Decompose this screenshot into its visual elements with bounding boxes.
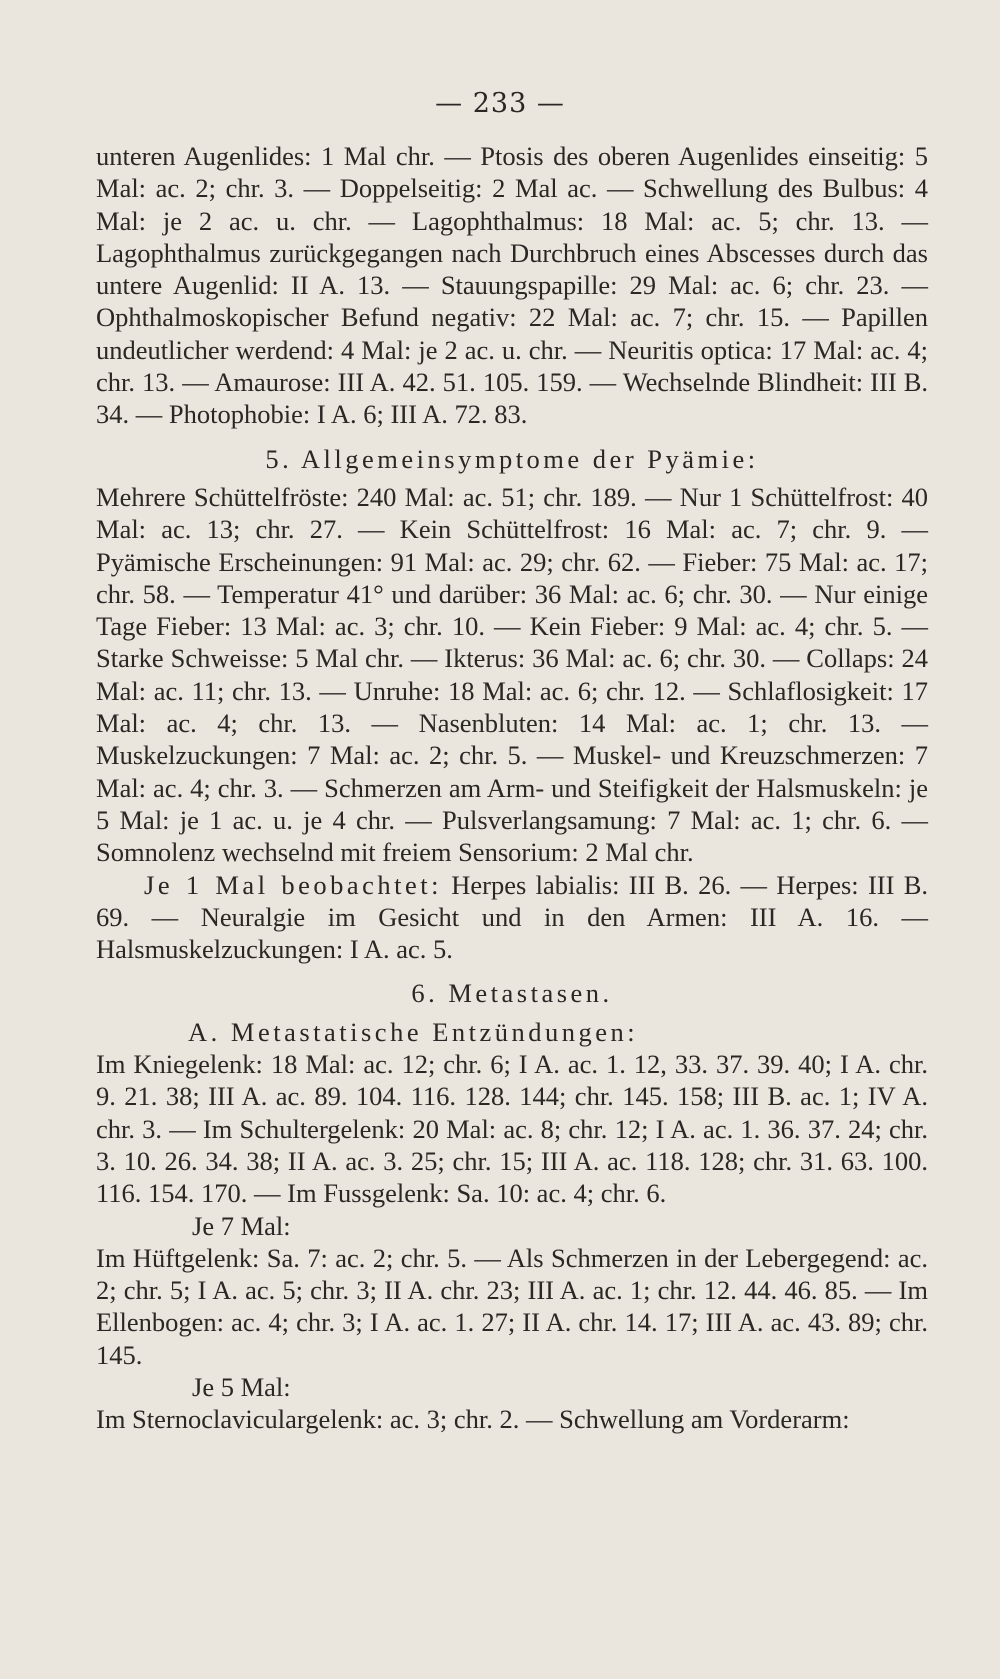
page-body — [96, 140, 928, 1436]
single-observations-lead: Je 1 Mal beobachtet: — [144, 869, 442, 900]
single-observations-text: Herpes labialis: III B. 26. — Herpes: III B. 69. — Neuralgie im Gesicht und in den Armen: III A. 16. — Halsmuskelzuckungen: I A. ac. 5. — [96, 869, 928, 965]
paragraph-sternoclavicular: Im Sternoclaviculargelenk: ac. 3; chr. 2. — Schwellung am Vorderarm: — [96, 1404, 850, 1435]
subheading-metastatic-inflammations: A. Metastatische Entzündungen: — [188, 1016, 639, 1047]
page-number: — 233 — — [435, 88, 565, 119]
subheading-je-7-mal: Je 7 Mal: — [192, 1210, 291, 1241]
paragraph-joint-inflammations: Im Kniegelenk: 18 Mal: ac. 12; chr. 6; I A. ac. 1. 12, 33. 37. 39. 40; I A. chr. 9. 21. 38; III A. ac. 89. 104. 116. 128. 144; chr. 145. 158; III B. ac. 1; IV A. chr. 3. — Im Schultergelenk: 20 Mal: ac. 8; chr. 12; I A. ac. 1. 36. 37. 24; chr. 3. 10. 26. 34. 38; II A. ac. 3. 25; chr. 15; III A. ac. 118. 128; chr. 31. 63. 100. 116. 154. 170. — Im Fussgelenk: Sa. 10: ac. 4; chr. 6. — [96, 1049, 928, 1209]
paragraph-single-observations — [96, 869, 928, 966]
paragraph-general-symptoms: Mehrere Schüttelfröste: 240 Mal: ac. 51; chr. 189. — Nur 1 Schüttelfrost: 40 Mal: ac. 13; chr. 27. — Kein Schüttelfrost: 16 Mal: ac. 7; chr. 9. — Pyämische Erscheinungen: 91 Mal: ac. 29; chr. 62. — Fieber: 75 Mal: ac. 17; chr. 58. — Temperatur 41° und darüber: 36 Mal: ac. 6; chr. 30. — Nur einige Tage Fieber: 13 Mal: ac. 3; chr. 10. — Kein Fieber: 9 Mal: ac. 4; chr. 5. — Starke Schweisse: 5 Mal chr. — Ikterus: 36 Mal: ac. 6; chr. 30. — Collaps: 24 Mal: ac. 11; chr. 13. — Unruhe: 18 Mal: ac. 6; chr. 12. — Schlaflosigkeit: 17 Mal: ac. 4; chr. 13. — Nasenbluten: 14 Mal: ac. 1; chr. 13. — Muskelzuckungen: 7 Mal: ac. 2; chr. 5. — Muskel- und Kreuzschmerzen: 7 Mal: ac. 4; chr. 3. — Schmerzen am Arm- und Steifigkeit der Halsmuskeln: je 5 Mal: je 1 ac. u. je 4 chr. — Pulsverlangsamung: 7 Mal: ac. 1; chr. 6. — Somnolenz wechselnd mit freiem Sensorium: 2 Mal chr. — [96, 481, 928, 868]
subheading-je-5-mal: Je 5 Mal: — [192, 1371, 291, 1402]
section-heading-general-symptoms: 5. Allgemeinsymptome der Pyämie: — [265, 443, 759, 474]
paragraph-eye-symptoms: unteren Augenlides: 1 Mal chr. — Ptosis des oberen Augenlides einseitig: 5 Mal: ac. 2; chr. 3. — Doppelseitig: 2 Mal ac. — Schwellung des Bulbus: 4 Mal: je 2 ac. u. chr. — Lagophthalmus: 18 Mal: ac. 5; chr. 13. — Lagophthalmus zurückgegangen nach Durchbruch eines Abscesses durch das untere Augenlid: II A. 13. — Stauungspapille: 29 Mal: ac. 6; chr. 23. — Ophthalmoskopischer Befund negativ: 22 Mal: ac. 7; chr. 15. — Papillen undeutlicher werdend: 4 Mal: je 2 ac. u. chr. — Neuritis optica: 17 Mal: ac. 4; chr. 13. — Amaurose: III A. 42. 51. 105. 159. — Wechselnde Blindheit: III B. 34. — Photophobie: I A. 6; III A. 72. 83. — [96, 141, 928, 430]
paragraph-hip-liver-elbow: Im Hüftgelenk: Sa. 7: ac. 2; chr. 5. — Als Schmerzen in der Lebergegend: ac. 2; chr. 5; I A. ac. 5; chr. 3; II A. chr. 23; III A. ac. 1; chr. 12. 44. 46. 85. — Im Ellenbogen: ac. 4; chr. 3; I A. ac. 1. 27; II A. chr. 14. 17; III A. ac. 43. 89; chr. 145. — [96, 1242, 928, 1370]
section-heading-metastases: 6. Metastasen. — [411, 978, 613, 1009]
